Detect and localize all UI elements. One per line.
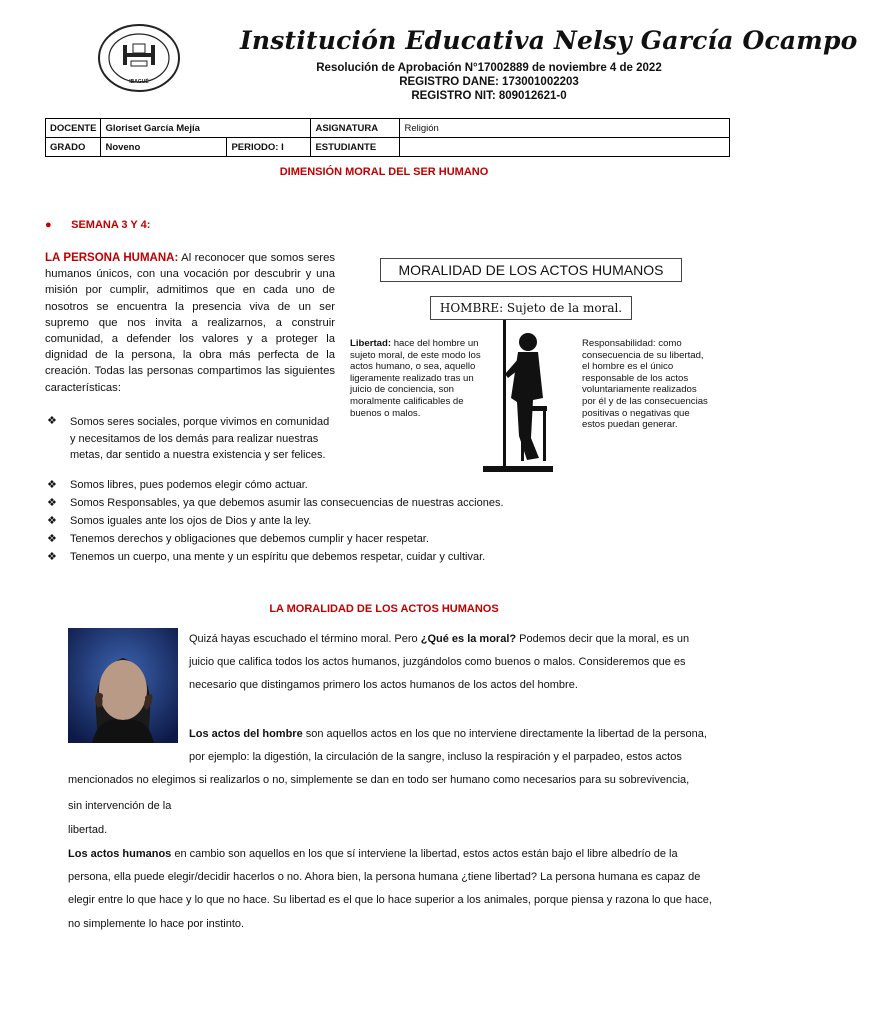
list-item: ❖ Tenemos un cuerpo, una mente y un espíritu que debemos respetar, cuidar y cultivar. (47, 551, 486, 563)
resolution-line: Resolución de Aprobación N°17002889 de noviembre 4 de 2022 (316, 62, 662, 74)
libertad-label: Libertad: (350, 338, 392, 349)
institution-title: Institución Educativa Nelsy García Ocampo (240, 26, 858, 55)
week-dot-icon: ● (45, 219, 52, 231)
moral-paragraph-2-cont3: libertad. (68, 824, 108, 836)
figure-title: MORALIDAD DE LOS ACTOS HUMANOS (380, 258, 682, 282)
bullet-icon: ❖ (47, 479, 57, 491)
logo-city: IBAGUÉ (129, 79, 149, 85)
week-label: SEMANA 3 Y 4: (71, 219, 151, 231)
moralidad-figure (345, 256, 715, 476)
responsabilidad-text: Responsabilidad: como consecuencia de su libertad, el hombre es el único responsable de los actos voluntariamente realizados por él y de las consecuencias positivas o negativas que estos puedan generar. (582, 338, 708, 431)
list-item: ❖ Somos seres sociales, porque vivimos en comunidad y necesitamos de los demás para realizar nuestras metas, dar sentido a nuestra existencia y ser felices. (47, 415, 330, 461)
thinker-silhouette-icon (473, 318, 563, 473)
moral-paragraph-2-cont: mencionados no elegimos si realizarlos o no, simplemente se dan en todo ser humano como necesarios para su sobrevivencia, (68, 774, 690, 786)
list-item: ❖ Somos libres, pues podemos elegir cómo actuar. (47, 479, 308, 491)
docente-value: Gloriset García Mejía (101, 119, 311, 138)
info-table (45, 118, 730, 157)
grado-value: Noveno (101, 138, 227, 157)
moral-paragraph-2-cont2: sin intervención de la (68, 800, 172, 812)
list-item: ❖ Tenemos derechos y obligaciones que debemos cumplir y hacer respetar. (47, 533, 429, 545)
asignatura-label: ASIGNATURA (311, 119, 400, 138)
bullet-icon: ❖ (47, 551, 57, 563)
head-illustration-icon (68, 628, 178, 743)
persona-paragraph (45, 250, 335, 396)
bullet-icon: ❖ (47, 497, 57, 509)
grado-label: GRADO (46, 138, 101, 157)
week-heading (45, 215, 150, 233)
moralidad-heading: LA MORALIDAD DE LOS ACTOS HUMANOS (269, 603, 499, 615)
estudiante-label: ESTUDIANTE (311, 138, 400, 157)
list-item: ❖ Somos iguales ante los ojos de Dios y ante la ley. (47, 515, 312, 527)
section-title: DIMENSIÓN MORAL DEL SER HUMANO (279, 166, 489, 178)
moral-paragraph-3: Los actos humanos en cambio son aquellos en los que sí interviene la libertad, estos actos están bajo el libre albedrío de la persona, ella puede elegir/decidir hacerlos o no. Ahora bien, la persona humana ¿tiene libertad? La persona humana es capaz de elegir entre lo que hace y lo que no hace. Su libertad es el que lo hace superior a los animales, porque piensa y razona lo que hace, no simplemente lo hace por instinto. (68, 848, 712, 930)
bullet-icon: ❖ (47, 515, 57, 527)
libertad-text: Libertad: hace del hombre un sujeto moral, de este modo los actos humano, o sea, aquello ligeramente realizado tras un juicio de conciencia, son moralmente calificables de buenos o malos. (350, 338, 481, 419)
nit-line: REGISTRO NIT: 809012621-0 (411, 90, 567, 102)
dane-line: REGISTRO DANE: 173001002203 (399, 76, 579, 88)
list-item: ❖ Somos Responsables, ya que debemos asumir las consecuencias de nuestras acciones. (47, 497, 504, 509)
estudiante-value[interactable] (400, 138, 730, 157)
figure-box: HOMBRE: Sujeto de la moral. (430, 296, 632, 320)
moral-paragraph-1: Quizá hayas escuchado el término moral. Pero ¿Qué es la moral? Podemos decir que la moral, es un juicio que califica todos los actos humanos, juzgándolos como buenos o malos. Consideremos que es necesario que distingamos primero los actos humanos de los actos del hombre. (189, 633, 690, 692)
asignatura-value: Religión (400, 119, 730, 138)
persona-heading: LA PERSONA HUMANA: (45, 252, 179, 264)
moral-paragraph-2: Los actos del hombre son aquellos actos en los que no interviene directamente la libertad de la persona, por ejemplo: la digestión, la circulación de la sangre, incluso la respiración y el parpadeo, estos actos (189, 728, 707, 764)
docente-label: DOCENTE (46, 119, 101, 138)
persona-text: Al reconocer que somos seres humanos únicos, con una vocación por descubrir y una misión por cumplir, admitimos que en cada uno de nosotros se encuentra la presencia viva de un ser supremo que nos invita a realizarnos, a construir comunidad, a defender los valores y a proteger la dignidad de la persona, la obra más perfecta de la creación. Todas las personas compartimos las siguientes características: (45, 252, 336, 394)
periodo-label: PERIODO: I (227, 138, 311, 157)
bullet-icon: ❖ (47, 415, 57, 427)
bullet-icon: ❖ (47, 533, 57, 545)
